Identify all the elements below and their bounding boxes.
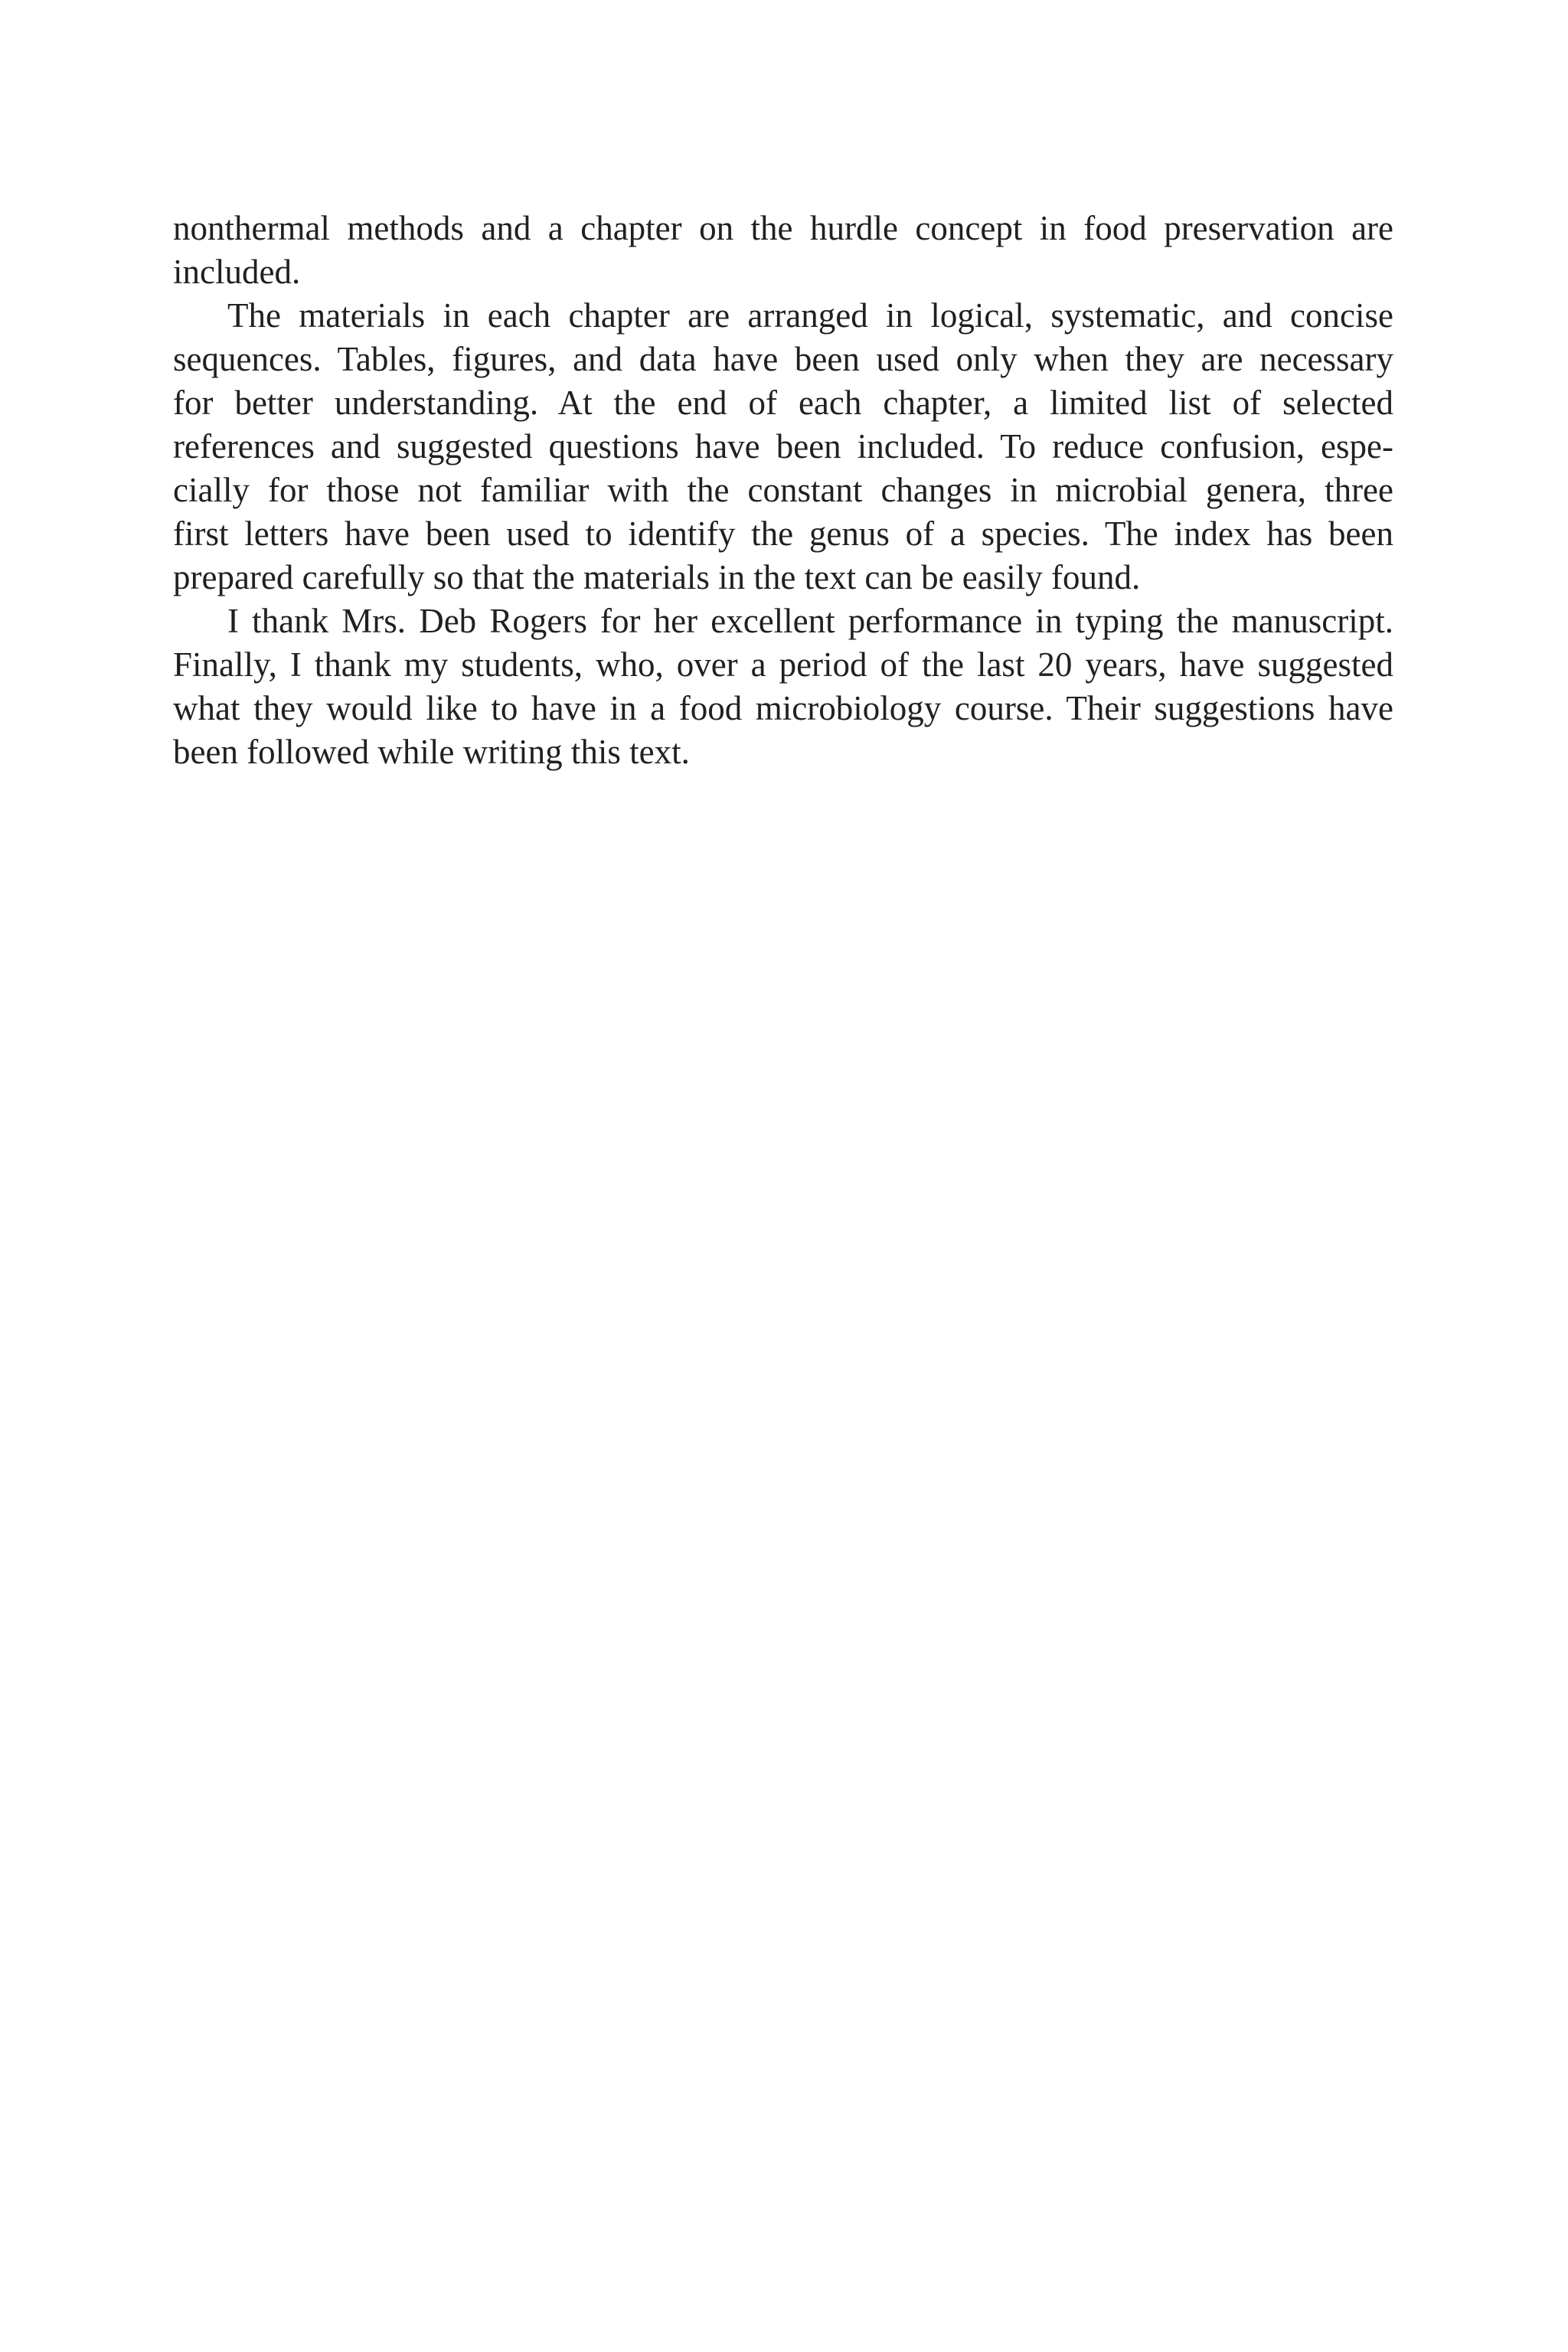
text-line: references and suggested questions have been included. To reduce confusion, espe-: [173, 427, 1393, 466]
text-line: for better understanding. At the end of each chapter, a limited list of selected: [173, 384, 1393, 422]
text-line: first letters have been used to identify the genus of a species. The index has been: [173, 514, 1393, 553]
paragraph: [173, 599, 1393, 774]
text-line: nonthermal methods and a chapter on the hurdle concept in food preservation are: [173, 209, 1393, 247]
text-line: The materials in each chapter are arranged in logical, systematic, and concise: [227, 296, 1393, 335]
text-line: Finally, I thank my students, who, over a period of the last 20 years, have suggested: [173, 645, 1393, 684]
text-line: I thank Mrs. Deb Rogers for her excellent performance in typing the manuscript.: [227, 602, 1393, 640]
text-line: prepared carefully so that the materials in the text can be easily found.: [173, 558, 1141, 596]
text-line: what they would like to have in a food microbiology course. Their suggestions have: [173, 689, 1393, 727]
paragraph: [173, 207, 1393, 294]
paragraph: [173, 294, 1393, 599]
text-line: been followed while writing this text.: [173, 733, 690, 771]
text-line: sequences. Tables, figures, and data have been used only when they are necessary: [173, 340, 1393, 378]
text-line: cially for those not familiar with the constant changes in microbial genera, three: [173, 471, 1393, 509]
body-text: [173, 207, 1393, 774]
text-line: included.: [173, 253, 301, 291]
